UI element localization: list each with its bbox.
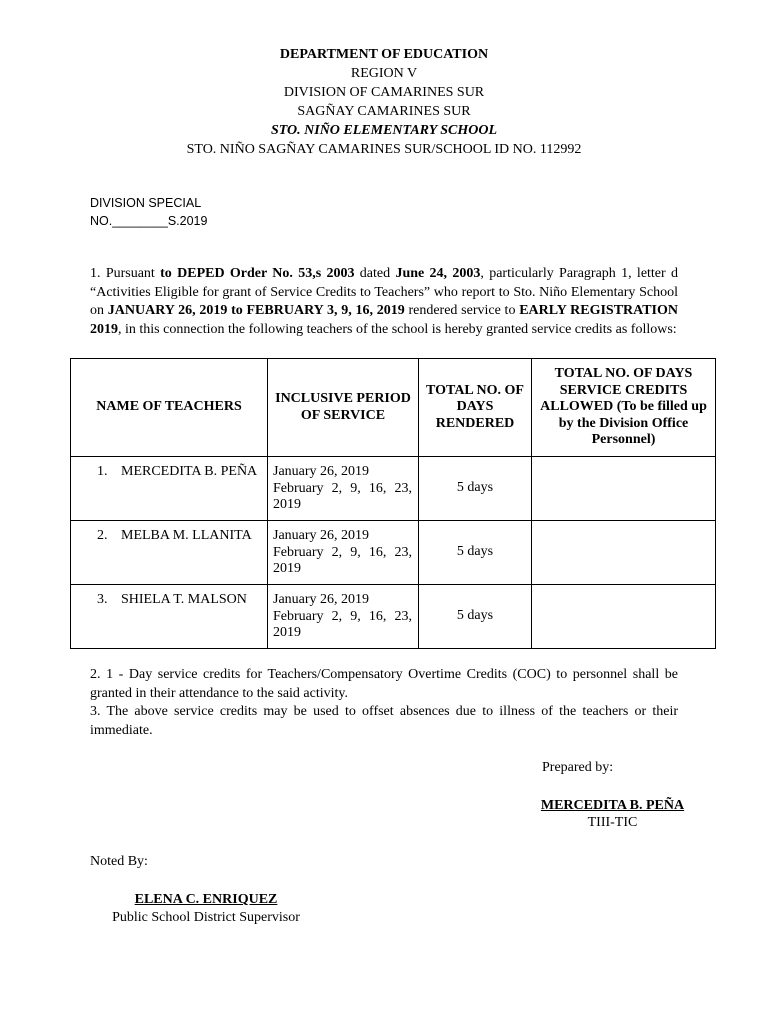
header-period: INCLUSIVE PERIOD OF SERVICE [268,359,419,457]
header-days: TOTAL NO. OF DAYS RENDERED [419,359,532,457]
table-row [71,457,716,521]
memo-title: DIVISION SPECIAL [90,196,202,210]
prepared-by-name: MERCEDITA B. PEÑA [540,798,685,813]
header-credits: TOTAL NO. OF DAYS SERVICE CREDITS ALLOWED (To be filled up by the Division Office Personnel) [532,359,716,457]
period-line-1: January 26, 2019 [273,464,370,479]
teacher-name-cell [71,457,268,521]
noted-by-label: Noted By: [90,854,148,869]
period-cell [268,521,419,585]
days-cell: 5 days [419,521,532,585]
period-line-2: February 2, 9, 16, 23, [273,480,412,496]
period-line-1: January 26, 2019 [273,592,370,607]
row-number: 1. [97,464,108,479]
paragraph-1 [90,265,678,339]
days-cell: 5 days [419,585,532,649]
period-cell [268,585,419,649]
credits-cell [532,457,716,521]
noted-by-name: ELENA C. ENRIQUEZ [134,892,278,907]
division-line: DIVISION OF CAMARINES SUR [283,85,485,100]
prepared-by-label: Prepared by: [542,760,614,775]
memo-number: NO.________S.2019 [90,214,208,228]
credits-cell [532,585,716,649]
p1-text-c: , particularly Paragraph 1, letter d “Activities Eligible for grant of Service Credits to Teachers” who report to Sto. Niño Elementary School on [90,266,679,318]
period-line-3: 2019 [273,561,301,576]
p1-text-b: dated [354,266,396,281]
noted-by-signatory [106,892,306,926]
period-line-1: January 26, 2019 [273,528,370,543]
p1-order-ref: to DEPED Order No. 53,s 2003 [160,266,355,281]
row-number: 2. [97,528,108,543]
row-number: 3. [97,592,108,607]
table-header-row [71,359,716,457]
p1-service-dates: JANUARY 26, 2019 to FEBRUARY 3, 9, 16, 2019 [107,303,405,318]
table-row [71,585,716,649]
prepared-by-title: TIII-TIC [587,815,638,830]
teacher-name-cell [71,585,268,649]
department-title: DEPARTMENT OF EDUCATION [279,47,489,62]
credits-cell [532,521,716,585]
region-line: REGION V [350,66,418,81]
municipality-line: SAGÑAY CAMARINES SUR [297,104,471,119]
period-line-2: February 2, 9, 16, 23, [273,544,412,560]
p1-text-e: , in this connection the following teachers of the school is hereby granted service credits as follows: [118,321,677,337]
teacher-name: MERCEDITA B. PEÑA [121,464,258,479]
teacher-name: MELBA M. LLANITA [121,528,252,543]
paragraph-3: 3. The above service credits may be used to offset absences due to illness of the teachers or their immediate. [90,704,678,738]
school-name: STO. NIÑO ELEMENTARY SCHOOL [270,123,498,138]
p1-order-date: June 24, 2003 [395,266,481,281]
p1-text-d: rendered service to [404,303,520,318]
school-address: STO. NIÑO SAGÑAY CAMARINES SUR/SCHOOL ID NO. 112992 [186,142,582,157]
period-line-3: 2019 [273,625,301,640]
table-row [71,521,716,585]
days-cell: 5 days [419,457,532,521]
noted-by-title: Public School District Supervisor [112,910,300,925]
service-credits-table [70,358,716,649]
prepared-by-signatory [520,798,705,831]
p1-text-a: 1. Pursuant [90,266,161,281]
paragraph-2: 2. 1 - Day service credits for Teachers/Compensatory Overtime Credits (COC) to personnel shall be granted in their attendance to the said activity. [90,667,678,701]
p1-activity: EARLY REGISTRATION 2019 [90,303,679,337]
period-line-2: February 2, 9, 16, 23, [273,608,412,624]
teacher-name: SHIELA T. MALSON [121,592,247,607]
period-cell [268,457,419,521]
period-line-3: 2019 [273,497,301,512]
header-name: NAME OF TEACHERS [71,359,268,457]
teacher-name-cell [71,521,268,585]
